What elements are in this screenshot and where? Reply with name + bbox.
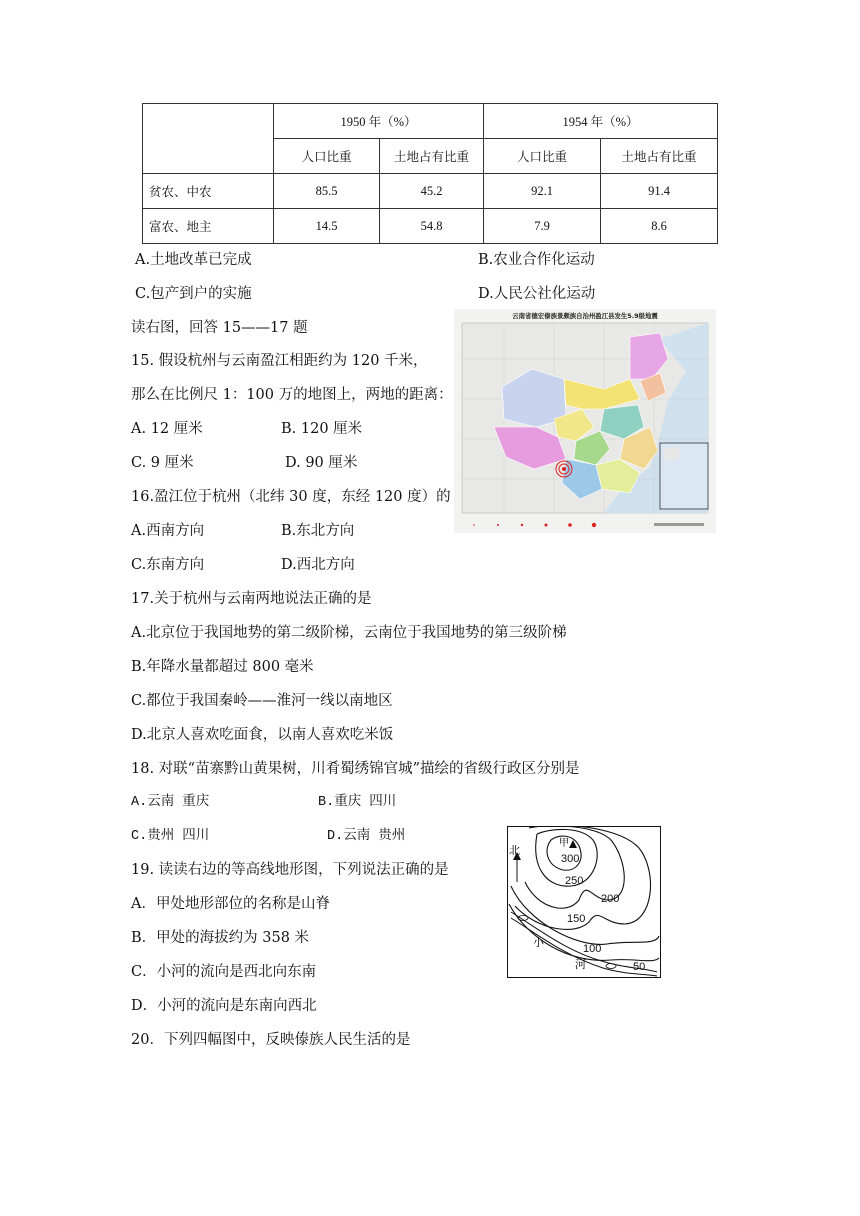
q15-stem-line2: 那么在比例尺 1：100 万的地图上，两地的距离： xyxy=(131,387,453,403)
peak-label: 甲 xyxy=(559,838,569,849)
contour-label-200: 200 xyxy=(601,893,620,905)
q19-option-b: B．甲处的海拔约为 358 米 xyxy=(131,930,310,946)
q14-option-a: A.土地改革已完成 xyxy=(135,252,252,268)
q16-option-a: A.西南方向 xyxy=(131,523,205,539)
contour-label-300: 300 xyxy=(561,853,580,865)
q14-option-b: B.农业合作化运动 xyxy=(478,252,595,268)
q19-stem: 19. 读读右边的等高线地形图，下列说法正确的是 xyxy=(131,862,449,878)
q14-option-d: D.人民公社化运动 xyxy=(478,286,596,302)
q15-option-c: C. 9 厘米 xyxy=(131,455,194,471)
table-cell: 7.9 xyxy=(484,209,601,244)
table-cell: 14.5 xyxy=(274,209,380,244)
q15-option-a: A. 12 厘米 xyxy=(131,421,203,437)
table-subheader: 人口比重 xyxy=(274,139,380,174)
q19-option-d: D．小河的流向是东南向西北 xyxy=(131,998,317,1014)
map-title: 云南省德宏傣族景颇族自治州盈江县发生5.9级地震 xyxy=(512,312,658,320)
q17-stem: 17.关于杭州与云南两地说法正确的是 xyxy=(131,591,372,607)
q18-option-c: C.贵州 四川 xyxy=(131,829,210,844)
table-corner-cell xyxy=(143,104,274,174)
inset-land xyxy=(664,447,680,461)
q17-option-a: A.北京位于我国地势的第二级阶梯，云南位于我国地势的第三级阶梯 xyxy=(131,625,567,641)
land-statistics-table xyxy=(142,103,718,244)
river-label-2: 河 xyxy=(575,958,586,971)
q18-option-d: D.云南 贵州 xyxy=(327,829,406,844)
contour-label-50: 50 xyxy=(633,961,646,973)
north-label: 北 xyxy=(509,844,520,857)
table-row-label: 贫农、中农 xyxy=(143,174,274,209)
q19-option-a: A．甲处地形部位的名称是山脊 xyxy=(131,896,330,912)
table-header-year-1954: 1954 年（%） xyxy=(484,104,718,139)
table-cell: 54.8 xyxy=(380,209,484,244)
table-row xyxy=(143,209,718,244)
q20-stem: 20．下列四幅图中，反映傣族人民生活的是 xyxy=(131,1032,411,1048)
contour-map xyxy=(507,826,661,978)
table-cell: 85.5 xyxy=(274,174,380,209)
section-intro: 读右图，回答 15——17 题 xyxy=(131,320,308,336)
china-earthquake-map xyxy=(454,309,716,533)
river-label-1: 小 xyxy=(533,936,544,949)
table-cell: 92.1 xyxy=(484,174,601,209)
table-row-label: 富农、地主 xyxy=(143,209,274,244)
q18-option-b: B.重庆 四川 xyxy=(318,795,397,810)
q18-stem: 18. 对联“苗寨黔山黄果树，川肴蜀绣锦官城”描绘的省级行政区分别是 xyxy=(131,761,580,777)
q18-option-a: A.云南 重庆 xyxy=(131,795,210,810)
q16-option-b: B.东北方向 xyxy=(281,523,355,539)
contour-label-250: 250 xyxy=(565,875,584,887)
table-cell: 8.6 xyxy=(601,209,718,244)
q15-stem-line1: 15. 假设杭州与云南盈江相距约为 120 千米， xyxy=(131,353,428,369)
table-header-year-1950: 1950 年（%） xyxy=(274,104,484,139)
q15-option-b: B. 120 厘米 xyxy=(281,421,363,437)
table-cell: 45.2 xyxy=(380,174,484,209)
q16-stem: 16.盈江位于杭州（北纬 30 度，东经 120 度）的 xyxy=(131,489,451,505)
q17-option-b: B.年降水量都超过 800 毫米 xyxy=(131,659,314,675)
table-subheader: 土地占有比重 xyxy=(380,139,484,174)
contour-label-100: 100 xyxy=(583,943,602,955)
table-row xyxy=(143,174,718,209)
q14-option-c: C.包产到户的实施 xyxy=(135,286,252,302)
table-subheader: 土地占有比重 xyxy=(601,139,718,174)
q16-option-c: C.东南方向 xyxy=(131,557,205,573)
q17-option-c: C.都位于我国秦岭——淮河一线以南地区 xyxy=(131,693,393,709)
table-cell: 91.4 xyxy=(601,174,718,209)
contour-label-150: 150 xyxy=(567,913,586,925)
q16-option-d: D.西北方向 xyxy=(281,557,355,573)
table-subheader: 人口比重 xyxy=(484,139,601,174)
q17-option-d: D.北京人喜欢吃面食，以南人喜欢吃米饭 xyxy=(131,727,394,743)
q15-option-d: D. 90 厘米 xyxy=(285,455,358,471)
q19-option-c: C．小河的流向是西北向东南 xyxy=(131,964,317,980)
